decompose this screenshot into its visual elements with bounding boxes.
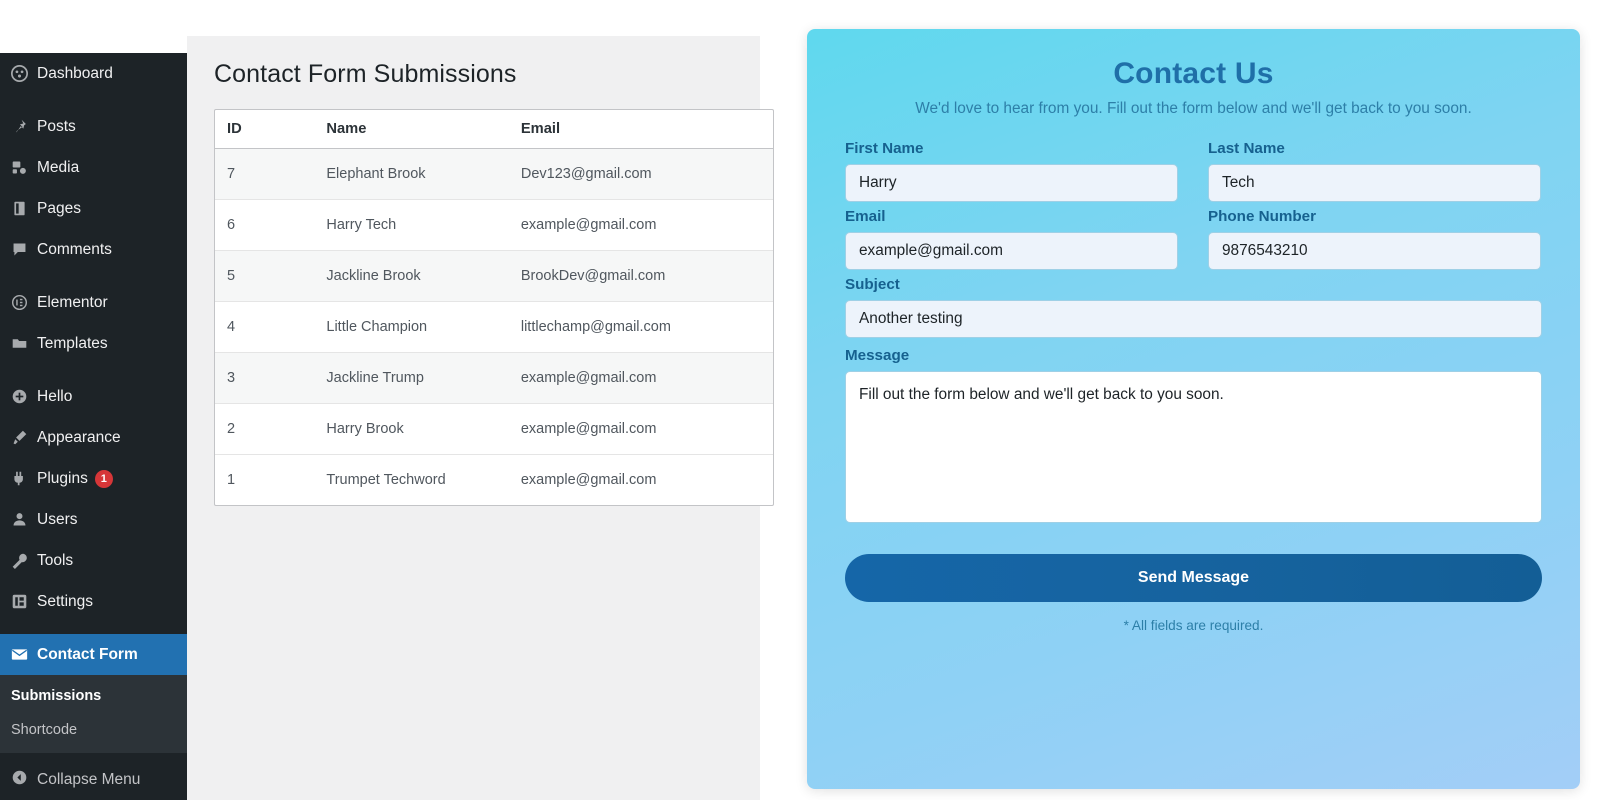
sidebar-item-posts[interactable] <box>0 106 187 147</box>
cell-name: Jackline Trump <box>314 353 508 404</box>
contact-row <box>845 208 1542 276</box>
media-icon <box>11 159 37 176</box>
sidebar-item-label: Templates <box>37 334 108 352</box>
name-row <box>845 140 1542 208</box>
dashboard-icon <box>11 65 37 82</box>
sidebar-item-pages[interactable] <box>0 188 187 229</box>
first-name-label: First Name <box>845 140 924 157</box>
contact-form-card <box>807 29 1580 789</box>
email-field <box>845 208 1178 270</box>
phone-label: Phone Number <box>1208 208 1317 225</box>
submissions-table-wrapper <box>214 109 774 506</box>
last-name-field <box>1208 140 1541 202</box>
cell-id: 6 <box>215 200 314 251</box>
page-icon <box>11 200 37 217</box>
sidebar-item-label: Tools <box>37 551 74 569</box>
subject-field <box>845 276 1542 338</box>
form-heading: Contact Us <box>1113 57 1274 90</box>
column-header-id[interactable]: ID <box>215 110 314 149</box>
admin-sidebar <box>0 53 187 800</box>
table-row[interactable] <box>215 149 773 200</box>
message-textarea[interactable] <box>845 371 1542 523</box>
sidebar-item-appearance[interactable] <box>0 417 187 458</box>
cell-name: Elephant Brook <box>314 149 508 200</box>
sidebar-item-label: Elementor <box>37 293 108 311</box>
user-icon <box>11 511 37 528</box>
table-row[interactable] <box>215 251 773 302</box>
phone-field <box>1208 208 1541 270</box>
column-header-name[interactable]: Name <box>314 110 508 149</box>
sidebar-item-label: Plugins <box>37 469 88 487</box>
cell-email: example@gmail.com <box>509 353 773 404</box>
settings-icon <box>11 593 37 610</box>
sidebar-item-label: Appearance <box>37 428 121 446</box>
page-title: Contact Form Submissions <box>214 60 517 88</box>
sidebar-item-label: Posts <box>37 117 76 135</box>
send-message-button[interactable]: Send Message <box>845 554 1542 602</box>
last-name-input[interactable] <box>1208 164 1541 202</box>
sidebar-item-label: Users <box>37 510 78 528</box>
main-content <box>187 36 760 800</box>
table-header-row <box>215 110 773 149</box>
sidebar-item-settings[interactable] <box>0 581 187 622</box>
sidebar-item-plugins[interactable] <box>0 458 187 499</box>
cell-email: Dev123@gmail.com <box>509 149 773 200</box>
cell-id: 2 <box>215 404 314 455</box>
cell-email: example@gmail.com <box>509 404 773 455</box>
sidebar-item-comments[interactable] <box>0 229 187 270</box>
column-header-email[interactable]: Email <box>509 110 773 149</box>
sidebar-item-label: Settings <box>37 592 94 610</box>
sidebar-item-dashboard[interactable] <box>0 53 187 94</box>
sidebar-item-label: Contact Form <box>37 645 138 663</box>
cell-name: Harry Brook <box>314 404 508 455</box>
subject-label: Subject <box>845 276 900 293</box>
cell-email: littlechamp@gmail.com <box>509 302 773 353</box>
email-label: Email <box>845 208 886 225</box>
cell-email: BrookDev@gmail.com <box>509 251 773 302</box>
pin-icon <box>11 118 37 135</box>
cell-name: Trumpet Techword <box>326 472 446 488</box>
plug-icon <box>11 470 37 487</box>
cell-id: 1 <box>227 472 236 488</box>
sidebar-item-elementor[interactable] <box>0 282 187 323</box>
contact-form-submenu <box>0 675 187 753</box>
brush-icon <box>11 429 37 446</box>
message-field <box>845 347 1542 528</box>
sidebar-item-label: Comments <box>37 240 112 258</box>
message-label: Message <box>845 347 910 364</box>
phone-input[interactable] <box>1208 232 1541 270</box>
form-subtitle: We'd love to hear from you. Fill out the form below and we'll get back to you soon. <box>915 100 1472 117</box>
sidebar-item-label: Dashboard <box>37 64 113 82</box>
sidebar-item-hello[interactable] <box>0 376 187 417</box>
cell-name: Jackline Brook <box>314 251 508 302</box>
cell-email: example@gmail.com <box>520 472 657 488</box>
cell-id: 5 <box>215 251 314 302</box>
comment-icon <box>11 241 37 258</box>
sidebar-item-contact-form[interactable] <box>0 634 187 675</box>
envelope-icon <box>11 646 37 663</box>
cell-id: 7 <box>215 149 314 200</box>
cell-id: 3 <box>215 353 314 404</box>
required-fields-note: * All fields are required. <box>1123 618 1264 633</box>
collapse-arrow-icon <box>11 769 37 791</box>
plugins-update-badge: 1 <box>95 470 113 488</box>
subject-input[interactable] <box>845 300 1542 338</box>
sidebar-item-label: Pages <box>37 199 81 217</box>
collapse-menu-button[interactable] <box>0 760 187 800</box>
sidebar-item-templates[interactable] <box>0 323 187 364</box>
first-name-field <box>845 140 1178 202</box>
cell-name: Little Champion <box>314 302 508 353</box>
sidebar-item-media[interactable] <box>0 147 187 188</box>
plus-circle-icon <box>11 388 37 405</box>
cell-email: example@gmail.com <box>509 200 773 251</box>
cell-name: Harry Tech <box>314 200 508 251</box>
submenu-item-shortcode[interactable]: Shortcode <box>11 722 78 738</box>
collapse-menu-label: Collapse Menu <box>37 771 141 788</box>
wrench-icon <box>11 552 37 569</box>
table-row[interactable] <box>215 404 773 455</box>
cell-id: 4 <box>215 302 314 353</box>
elementor-icon <box>11 294 37 311</box>
submissions-table <box>215 110 773 505</box>
email-input[interactable] <box>845 232 1178 270</box>
last-name-label: Last Name <box>1208 140 1285 157</box>
sidebar-item-tools[interactable] <box>0 540 187 581</box>
sidebar-item-users[interactable] <box>0 499 187 540</box>
sidebar-item-label: Hello <box>37 387 73 405</box>
table-row[interactable] <box>215 200 773 251</box>
first-name-input[interactable] <box>845 164 1178 202</box>
folder-icon <box>11 335 37 352</box>
table-row[interactable] <box>215 455 773 506</box>
sidebar-item-label: Media <box>37 158 80 176</box>
submenu-item-submissions[interactable]: Submissions <box>11 688 102 704</box>
table-row[interactable] <box>215 302 773 353</box>
table-row[interactable] <box>215 353 773 404</box>
